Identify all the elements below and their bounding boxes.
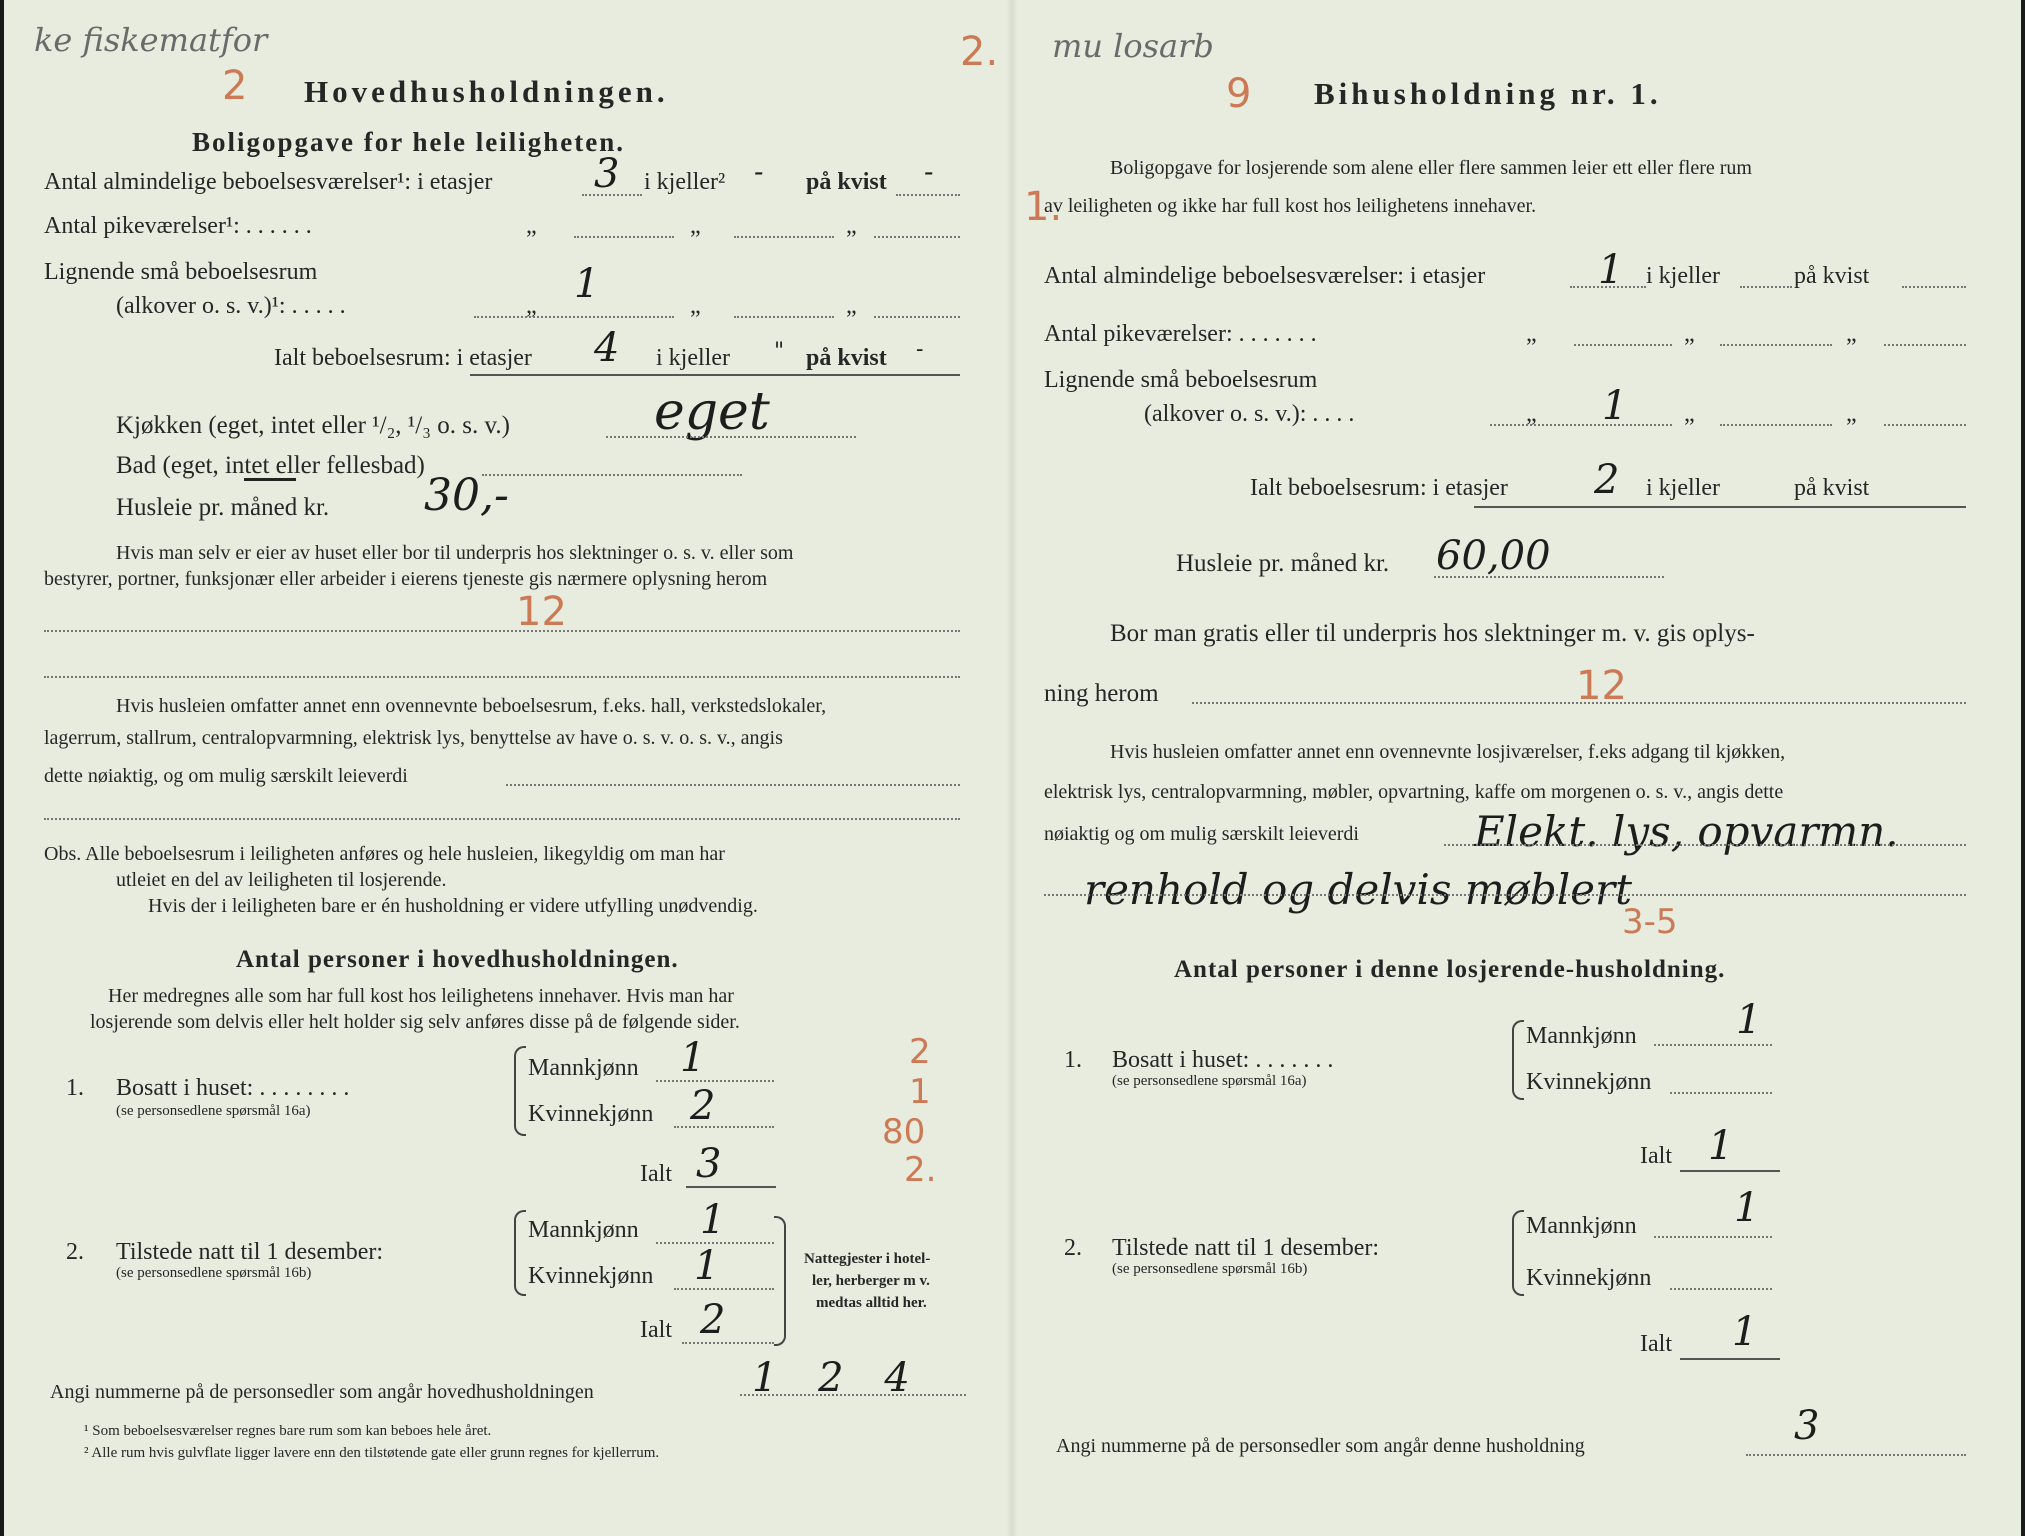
obs-line2: utleiet en del av leiligheten til losjerende. [116,869,447,891]
page-title: Bihusholdning nr. 1. [1314,76,1662,111]
angi-value: 3 [1794,1403,1820,1449]
ialt-label: Ialt beboelsesrum: i etasjer [1250,475,1508,501]
husleie-value: 60,00 [1436,533,1551,579]
obs-line1: Obs. Alle beboelsesrum i leiligheten anføres og hele husleien, likegyldig om man har [44,843,725,865]
nattegjester-note: Nattegjester i hotel- [804,1251,931,1267]
tilstede-mann-value: 1 [700,1197,726,1243]
ialt-short-label: Ialt [1640,1143,1672,1169]
ialt-kjeller-label: i kjeller [1646,475,1720,501]
kjeller-label: i kjeller² [644,169,726,195]
bosatt-mann-value: 1 [680,1035,706,1081]
census-form-sheet [4,0,2021,1536]
ialt-kvist-label: på kvist [1794,475,1870,501]
ditto-mark: „ [1846,321,1857,347]
info-hand-line1: Elekt. lys, opvarmn. [1474,807,1899,856]
ditto-mark: „ [1846,401,1857,427]
kvist-label: på kvist [806,169,887,195]
ditto-mark: „ [1526,401,1537,427]
bor-line1: Bor man gratis eller til underpris hos slektninger m. v. gis oplys- [1110,620,1755,647]
footnote-2: ² Alle rum hvis gulvflate ligger lavere enn den tilstøtende gate eller grunn regnes for kjellerrum. [84,1445,660,1461]
info1-line2: bestyrer, portner, funksjonær eller arbeider i eierens tjeneste gis nærmere oplysning herom [44,568,768,590]
bosatt-kvinne-value: 2 [690,1083,716,1129]
bosatt-sub: (se personsedlene spørsmål 16a) [1112,1073,1307,1089]
husleie-label: Husleie pr. måned kr. [1176,550,1390,577]
ialt-kjeller-value: " [774,339,785,364]
rooms-etasjer-value: 1 [1598,247,1624,293]
info-hand-line2: renhold og delvis møblert [1084,865,1632,914]
kvinne-label: Kvinnekjønn [528,1263,654,1289]
ditto-mark: „ [846,213,857,239]
kvinne-label: Kvinnekjønn [528,1101,654,1127]
bosatt-number: 1. [66,1075,84,1101]
red-number: 1 [909,1072,931,1112]
alkover-label: (alkover o. s. v.): . . . . [1144,401,1355,427]
info2-line2: lagerrum, stallrum, centralopvarmning, elektrisk lys, benyttelse av have o. s. v. o. s. v., angis [44,727,783,749]
ialt-etasjer-value: 4 [594,325,620,371]
intro-line2: av leiligheten og ikke har full kost hos leilighetens innehaver. [1044,195,1537,217]
ialt-etasjer-value: 2 [1594,457,1620,503]
ditto-mark: „ [526,213,537,239]
mann-label: Mannkjønn [528,1217,639,1243]
bosatt-ialt-value: 3 [696,1141,722,1187]
bosatt-label: Bosatt i huset: . . . . . . . [1112,1047,1334,1073]
ditto-mark: „ [1526,321,1537,347]
info-line1: Hvis husleien omfatter annet enn ovennevnte losjiværelser, f.eks adgang til kjøkken, [1110,741,1786,763]
ditto-mark: „ [1684,401,1695,427]
lignende-value: 1 [574,261,600,307]
tilstede-label: Tilstede natt til 1 desember: [116,1239,384,1265]
kjokken-label: Kjøkken (eget, intet eller ¹/₂, ¹/₃ o. s. v.) [116,412,510,439]
mann-label: Mannkjønn [528,1055,639,1081]
margin-red-number: 1. [1024,184,1063,230]
red-number: 2 [909,1032,931,1072]
lignende-label: Lignende små beboelsesrum [1044,367,1318,393]
bosatt-ialt-value: 1 [1708,1123,1734,1169]
red-number: 2. [904,1150,937,1190]
nattegjester-note: ler, herberger m v. [812,1273,930,1289]
ialt-short-label: Ialt [640,1317,672,1343]
pike-label: Antal pikeværelser¹: . . . . . . [44,213,312,239]
ialt-kjeller-label: i kjeller [656,345,730,371]
kvinne-label: Kvinnekjønn [1526,1265,1652,1291]
bad-label: Bad (eget, intet eller fellesbad) [116,452,425,479]
margin-red-number: 2. [960,29,999,75]
rooms-label: Antal almindelige beboelsesværelser¹: i etasjer [44,169,493,195]
margin-note-top-mid: mu losarb [1052,27,1214,65]
alkover-label: (alkover o. s. v.)¹: . . . . . [116,293,346,319]
ialt-label: Ialt beboelsesrum: i etasjer [274,345,532,371]
bosatt-sub: (se personsedlene spørsmål 16a) [116,1103,311,1119]
page-fold [1007,0,1017,1536]
bor-line2: ning herom [1044,680,1159,707]
kjokken-value: eget [654,382,770,442]
lignende-label: Lignende små beboelsesrum [44,259,318,285]
margin-red-number: 9 [1226,71,1252,117]
ialt-short-label: Ialt [640,1161,672,1187]
husleie-value: 30,- [424,470,509,521]
bosatt-mann-value: 1 [1736,997,1762,1043]
ditto-mark: „ [690,213,701,239]
tilstede-ialt-value: 2 [700,1297,726,1343]
red-number: 12 [1576,663,1627,709]
ialt-short-label: Ialt [1640,1331,1672,1357]
ialt-kvist-label: på kvist [806,345,887,371]
info2-line1: Hvis husleien omfatter annet enn ovennevnte beboelsesrum, f.eks. hall, verkstedslokaler, [116,695,827,717]
ditto-mark: „ [846,293,857,319]
rooms-etasjer-value: 3 [594,151,620,197]
info-line2: elektrisk lys, centralopvarmning, møbler, opvartning, kaffe om morgenen o. s. v., angis dette [1044,781,1784,803]
ditto-mark: „ [690,293,701,319]
lignende-value: 1 [1602,383,1628,429]
tilstede-number: 2. [1064,1235,1082,1261]
margin-note-top-left: ke fiskematfor [34,21,268,59]
info1-line1: Hvis man selv er eier av huset eller bor til underpris hos slektninger o. s. v. eller som [116,542,794,564]
tilstede-sub: (se personsedlene spørsmål 16b) [116,1265,312,1281]
bosatt-number: 1. [1064,1047,1082,1073]
persons-title: Antal personer i denne losjerende-husholdning. [1174,956,1726,983]
persons-line2: losjerende som delvis eller helt holder sig selv anføres disse på de følgende sider. [90,1011,740,1033]
info-line3: nøiaktig og om mulig særskilt leieverdi [1044,823,1359,845]
rooms-kvist-value: - [924,155,934,188]
pike-label: Antal pikeværelser: . . . . . . . [1044,321,1317,347]
kvist-label: på kvist [1794,263,1870,289]
info2-line3: dette nøiaktig, og om mulig særskilt leieverdi [44,765,408,787]
persons-title: Antal personer i hovedhusholdningen. [236,946,679,973]
ditto-mark: „ [1684,321,1695,347]
mann-label: Mannkjønn [1526,1213,1637,1239]
margin-red-number: 2 [222,63,248,109]
tilstede-sub: (se personsedlene spørsmål 16b) [1112,1261,1308,1277]
persons-line1: Her medregnes alle som har full kost hos leilighetens innehaver. Hvis man har [108,985,734,1007]
page-title: Hovedhusholdningen. [304,74,669,109]
red-number: 12 [516,589,567,635]
tilstede-kvinne-value: 1 [694,1243,720,1289]
section-subtitle: Boligopgave for hele leiligheten. [192,127,625,157]
kvinne-label: Kvinnekjønn [1526,1069,1652,1095]
footnote-1: ¹ Som beboelsesværelser regnes bare rum som kan beboes hele året. [84,1423,492,1439]
angi-label: Angi nummerne på de personsedler som angår denne husholdning [1056,1435,1585,1457]
tilstede-label: Tilstede natt til 1 desember: [1112,1235,1380,1261]
ialt-kvist-value: - [916,337,924,362]
red-number: 3-5 [1622,902,1678,942]
angi-value: 1 2 4 [752,1355,924,1401]
tilstede-number: 2. [66,1239,84,1265]
angi-label: Angi nummerne på de personsedler som angår hovedhusholdningen [50,1381,594,1403]
ditto-mark: „ [526,293,537,319]
rooms-label: Antal almindelige beboelsesværelser: i etasjer [1044,263,1486,289]
intro-line1: Boligopgave for losjerende som alene eller flere sammen leier ett eller flere rum [1110,157,1752,179]
husleie-label: Husleie pr. måned kr. [116,494,330,521]
kjeller-label: i kjeller [1646,263,1720,289]
tilstede-mann-value: 1 [1734,1185,1760,1231]
obs-line3: Hvis der i leiligheten bare er én husholdning er videre utfylling unødvendig. [148,895,758,917]
nattegjester-note: medtas alltid her. [816,1295,927,1311]
mann-label: Mannkjønn [1526,1023,1637,1049]
rooms-kjeller-value: - [754,155,764,188]
red-number: 80 [882,1112,926,1152]
tilstede-ialt-value: 1 [1732,1309,1758,1355]
bosatt-label: Bosatt i huset: . . . . . . . . [116,1075,350,1101]
